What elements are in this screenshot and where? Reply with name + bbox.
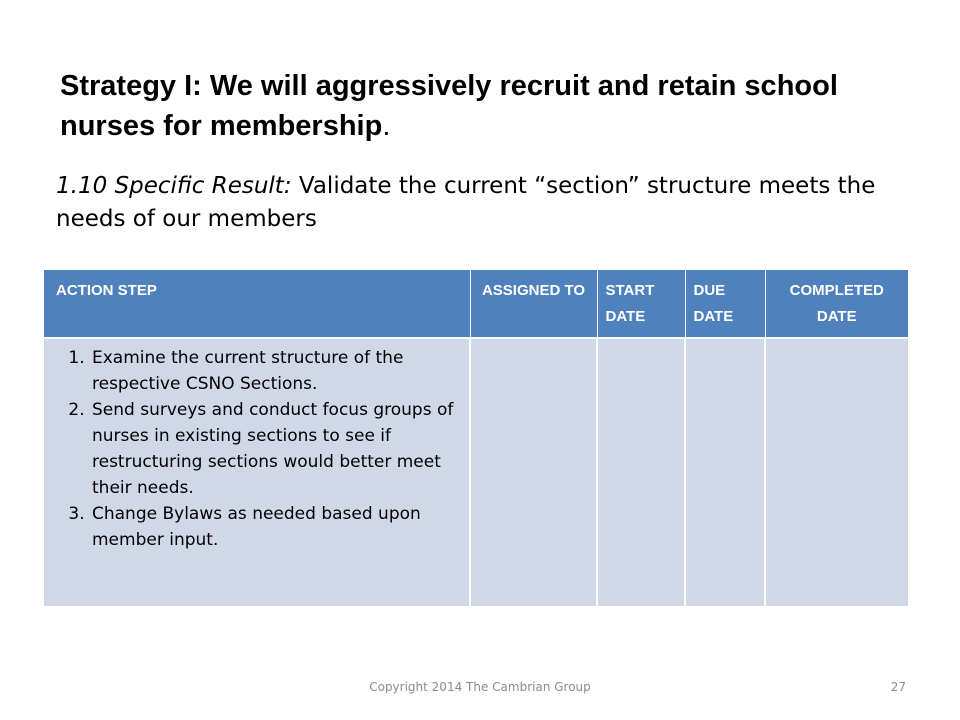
due-date-cell xyxy=(685,338,765,606)
assigned-to-cell xyxy=(470,338,597,606)
specific-result-text: Validate the current “section” structure meets the needs of our members xyxy=(56,173,876,232)
list-item: 2. Send surveys and conduct focus groups of nurses in existing sections to see if restructuring sections would better meet their needs. xyxy=(90,397,459,501)
page-number: 27 xyxy=(890,680,906,694)
list-item: 1. Examine the current structure of the respective CSNO Sections. xyxy=(90,345,459,397)
header-action-step: ACTION STEP xyxy=(44,270,470,338)
header-assigned-to: ASSIGNED TO xyxy=(470,270,597,338)
action-plan-table xyxy=(44,270,908,606)
table-header-row xyxy=(44,270,908,338)
list-item: 3. Change Bylaws as needed based upon member input. xyxy=(90,501,459,553)
completed-date-cell xyxy=(765,338,908,606)
header-start-date: START DATE xyxy=(597,270,685,338)
start-date-cell xyxy=(597,338,685,606)
slide-title-period: . xyxy=(382,110,391,142)
slide-title-text: Strategy I: We will aggressively recruit and retain school nurses for membership xyxy=(60,70,838,142)
table-row xyxy=(44,338,908,606)
action-steps-list xyxy=(44,345,469,553)
header-due-date: DUE DATE xyxy=(685,270,765,338)
slide-title xyxy=(60,66,930,146)
specific-result xyxy=(56,170,926,236)
header-completed-date: COMPLETED DATE xyxy=(765,270,908,338)
specific-result-label: 1.10 Specific Result: xyxy=(56,173,292,199)
copyright-footer: Copyright 2014 The Cambrian Group xyxy=(369,680,591,694)
action-step-cell xyxy=(44,338,470,606)
